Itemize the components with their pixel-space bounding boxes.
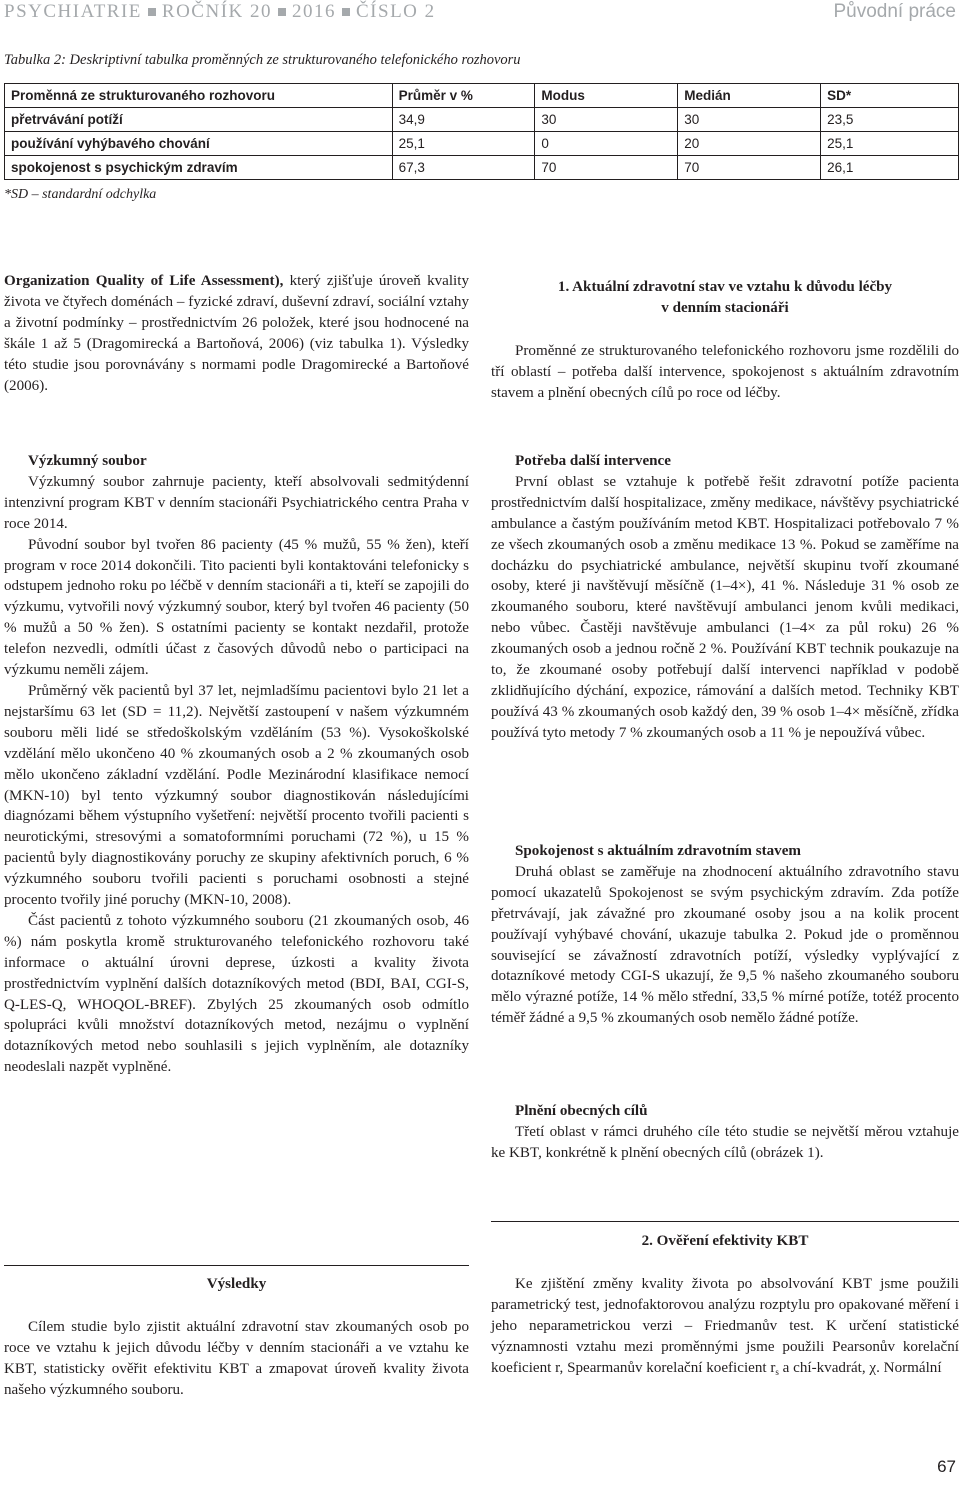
square-separator-icon [278, 8, 286, 16]
table-header-row [5, 84, 959, 108]
heading-section-1-line1: 1. Aktuální zdravotní stav ve vztahu k důvodu léčby [557, 279, 893, 295]
running-header [0, 0, 960, 22]
heading-vysledky: Výsledky [206, 1276, 267, 1292]
paragraph: Průměrný věk pacientů byl 37 let, nejmladšímu pacientovi bylo 21 let a nejstaršímu 63 let (SD = 11,2). Největší zastoupení v našem výzkumném souboru měli lidé se středoškolským vzděláním (53 %). Vysokoškolské vzdělání mělo ukončeno 40 % zkoumaných osob a 2 % zkoumaných osob mělo ukončeno základní vzdělání. Podle Mezinárodní klasifikace nemocí (MKN-10) byl tento výzkumný soubor diagnostikován následujícími diagnózami během výstupního vyšetření: největší procento tvořili pacienti s neurotickými, stresovými a somatoformními poruchami (72 %), u 15 % pacientů byly diagnostikovány poruchy ze skupiny afektivních poruch, 6 % výzkumného souboru tvořili pacienti s poruchami osobnosti a stejné procento tvořily jiné poruchy (MKN-10, 2008). [4, 682, 469, 909]
heading-potreba: Potřeba další intervence [515, 453, 671, 469]
paragraph [4, 271, 469, 396]
heading-section-1-line2: v denním stacionáři [661, 299, 789, 316]
table-header-cell: SD* [821, 84, 959, 108]
divider [491, 1221, 959, 1222]
paragraph: Původní soubor byl tvořen 86 pacienty (45 % mužů, 55 % žen), kteří program v roce 2014 dokončili. Tito pacienti byli kontaktováni telefonicky s odstupem jednoho roku po léčbě v denním stacionáři a ti, kteří se zapojili do výzkumu, vytvořili nový výzkumný soubor, který byl tvořen 46 pacienty (50 % mužů a 50 % žen). S ostatními pacienty se kontakt nezdařil, protože telefon nezvedli, odmítli účast z časových důvodů nebo o participaci na výzkumu neměli zájem. [4, 536, 469, 679]
paragraph: Druhá oblast se zaměřuje na zhodnocení aktuálního zdravotního stavu pomocí ukazatelů Spokojenost se svým psychickým zdravím. Zda potíže přetrvávají, jak závažné pro zkoumané osoby jsou a na kolik procent používají vyhýbavé chování, ukazuje tabulka 2. Pokud jde o proměnnou související se závažností zdravotních potíží, výsledky vyplývající z dotazníkové metody CGI-S ukazují, že 9,5 % našeho zkoumaného souboru mělo výrazné potíže, 14 % mělo střední, 33,5 % mírné potíže, totéž procento téměř žádné a 9,5 % zkoumaných osob nemělo žádné potíže. [491, 863, 959, 1027]
table-cell: 23,5 [821, 108, 959, 132]
table-cell: 25,1 [392, 132, 535, 156]
table-cell: 20 [678, 132, 821, 156]
table-cell: 67,3 [392, 156, 535, 180]
table-cell: používání vyhýbavého chování [5, 132, 393, 156]
paragraph [491, 1274, 959, 1383]
table-caption-label: Tabulka 2: [4, 52, 66, 68]
table-cell: spokojenost s psychickým zdravím [5, 156, 393, 180]
square-separator-icon [148, 8, 156, 16]
descriptive-table [4, 83, 959, 180]
table-cell: 0 [535, 132, 678, 156]
left-column-main [4, 451, 469, 1078]
table-cell: přetrvávání potíží [5, 108, 393, 132]
issue: ČÍSLO 2 [356, 1, 436, 22]
paragraph-text: a chí-kvadrát, χ. Normální [778, 1359, 942, 1376]
paragraph: Cílem studie bylo zjistit aktuální zdravotní stav zkoumaných osob po roce ve vztahu k jejich důvodu léčby v denním stacionáři a ve vztahu ke KBT, statisticky ověřit efektivitu KBT a zmapovat úroveň kvality života našeho výzkumného souboru. [4, 1318, 469, 1398]
volume: ROČNÍK 20 [161, 1, 272, 22]
journal-title [4, 1, 436, 23]
paragraph-text: Ke zjištění změny kvality života po absolvování KBT jsme použili parametrický test, jednofaktorovou analýzu rozptylu pro opakované měření i jeho neparametrickou verzi – Friedmanův test. K určení statistické významnosti vztahu mezi proměnnými jsme použili Pearsonův korelační koeficient r, Spearmanův korelační koeficient r [491, 1276, 959, 1376]
instrument-name: Organization Quality of Life Assessment), [4, 273, 284, 289]
right-column-plneni [491, 1101, 959, 1164]
right-column-main [491, 451, 959, 744]
right-column-spokojenost [491, 841, 959, 1029]
section-label: Původní práce [833, 1, 956, 22]
heading-spokojenost: Spokojenost s aktuálním zdravotním stavem [515, 843, 801, 859]
spacer [4, 1295, 469, 1317]
table-cell: 30 [678, 108, 821, 132]
paragraph: Část pacientů z tohoto výzkumného souboru (21 zkoumaných osob, 46 %) nám poskytla kromě strukturovaného telefonického rozhovoru také informace o aktuální úrovni deprese, úzkosti a kvality života prostřednictvím vyplnění dalších dotazníkových metod (BDI, BAI, CGI-S, Q-LES-Q, WHOQOL-BREF). Zbylých 25 zkoumaných osob odmítlo spolupráci kvůli množství dotazníkových metod, nezájmu o vyplnění dotazníkových metod nebo souhlasili s jejich vyplněním, ale dotazníky neodeslali nazpět vyplněné. [4, 912, 469, 1076]
left-column-results [4, 1274, 469, 1401]
table-header-cell: Proměnná ze strukturovaného rozhovoru [5, 84, 393, 108]
paragraph: Proměnné ze strukturovaného telefonického rozhovoru jsme rozdělili do tří oblastí – potřeba další intervence, spokojenost s aktuálním zdravotním stavem a plnění obecných cílů po roce od léčby. [491, 342, 959, 401]
table-row [5, 108, 959, 132]
paragraph: Výzkumný soubor zahrnuje pacienty, kteří absolvovali sedmitýdenní intenzivní program KBT v denním stacionáři Psychiatrického centra Praha v roce 2014. [4, 473, 469, 532]
table-cell: 25,1 [821, 132, 959, 156]
right-column-top [491, 277, 959, 404]
table-footnote: *SD – standardní odchylka [4, 187, 157, 202]
year: 2016 [292, 1, 336, 22]
table-cell: 26,1 [821, 156, 959, 180]
spacer [491, 319, 959, 341]
divider [4, 1265, 469, 1266]
paragraph: Třetí oblast v rámci druhého cíle této studie se největší měrou vztahuje ke KBT, konkrétně k plnění obecných cílů (obrázek 1). [491, 1123, 959, 1161]
right-column-bottom [491, 1274, 959, 1383]
heading-section-2: 2. Ověření efektivity KBT [641, 1233, 809, 1249]
table-caption-text: Deskriptivní tabulka proměnných ze strukturovaného telefonického rozhovoru [69, 52, 521, 68]
table-cell: 30 [535, 108, 678, 132]
table-row [5, 132, 959, 156]
table-header-cell: Průměr v % [392, 84, 535, 108]
paragraph-text: který zjišťuje úroveň kvality života ve čtyřech doménách – fyzické zdraví, duševní zdraví, sociální vztahy a životní podmínky – prostřednictvím 26 položek, které jsou hodnocené na škále 1 až 5 (Dragomirecká a Bartoňová, 2006) (viz tabulka 1). Výsledky této studie jsou porovnávány s normami podle Dragomirecké a Bartoňové (2006). [4, 273, 469, 394]
journal-name: PSYCHIATRIE [4, 1, 142, 22]
table-header-cell: Modus [535, 84, 678, 108]
left-column-top [4, 271, 469, 396]
table-header-cell: Medián [678, 84, 821, 108]
paragraph: První oblast se vztahuje k potřebě řešit zdravotní potíže pacienta prostřednictvím další hospitalizace, změny medikace, návštěvy psychiatrické ambulance a častým používáním metod KBT. Hospitalizaci potřebovalo 7 % ze všech zkoumaných osob a změnu medikace 13 %. Pokud se zaměříme na docházku do psychiatrické ambulance, největší skupinu tvoří zkoumané osoby, které ji navštěvují měsíčně (1–4×), 41 %. Následuje 31 % osob ze zkoumaného souboru, které navštěvují ambulanci jenom kvůli medikaci, nebo vůbec. Častěji navštěvuje ambulanci (1–4× za půl roku) 26 % zkoumaných osob a jednou ročně 2 %. Používání KBT technik poukazuje na to, že zkoumané osoby potřebují další intervenci například v podobě zklidňujícího dýchání, expozice, rámování a dalších metod. Techniky KBT používá 43 % zkoumaných osob každý den, 39 % osob 1–4× měsíčně, zřídka používá tyto metody 7 % zkoumaných osob a 11 % je nepoužívá vůbec. [491, 473, 959, 741]
page-number: 67 [937, 1457, 956, 1476]
subscript: s [775, 1366, 779, 1377]
heading-plneni: Plnění obecných cílů [515, 1103, 648, 1119]
table-cell: 34,9 [392, 108, 535, 132]
table-cell: 70 [678, 156, 821, 180]
square-separator-icon [342, 8, 350, 16]
table-caption [4, 52, 521, 69]
table-row [5, 156, 959, 180]
heading-vyzkumny-soubor: Výzkumný soubor [28, 453, 147, 469]
table-cell: 70 [535, 156, 678, 180]
